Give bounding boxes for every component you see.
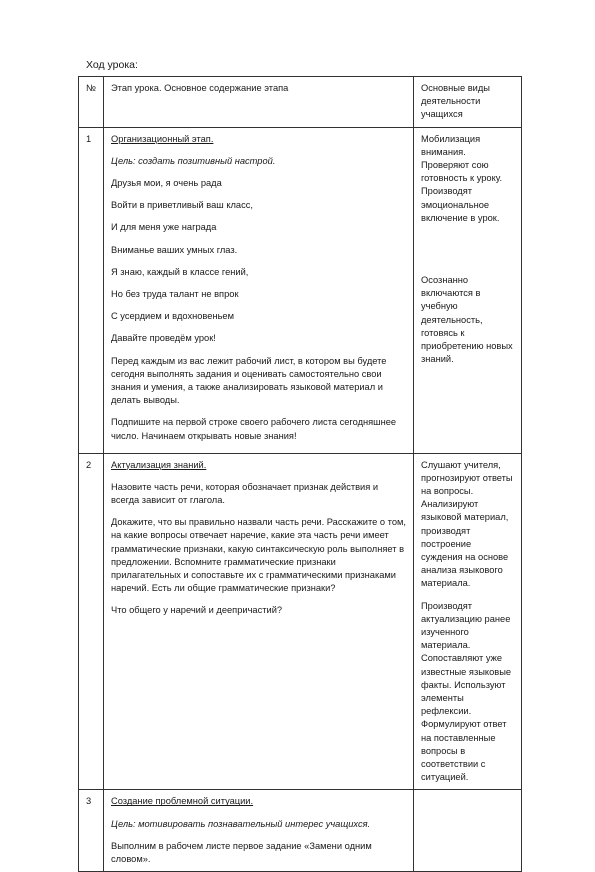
table-header-row <box>79 77 522 128</box>
poem-line: Войти в приветливый ваш класс, <box>111 200 253 211</box>
activity-paragraph: Слушают учителя, прогнозируют ответы на вопросы. Анализируют языковой материал, производят построение суждения на основе анализа языкового материала. <box>421 459 513 589</box>
header-stage: Этап урока. Основное содержание этапа <box>104 77 414 128</box>
activity-cell <box>414 127 522 453</box>
stage-paragraph: Перед каждым из вас лежит рабочий лист, в котором вы будете сегодня выполнять задания и оценивать самостоятельно свои знания и умения, а также анализировать языковой материал и делать выводы. <box>111 355 387 406</box>
poem-line: С усердием и вдохновеньем <box>111 311 234 322</box>
stage-paragraph: Выполним в рабочем листе первое задание «Замени одним словом». <box>111 840 372 865</box>
stage-paragraph: Что общего у наречий и деепричастий? <box>111 605 283 616</box>
lesson-table <box>78 76 522 872</box>
table-row <box>79 790 522 872</box>
activity-paragraph: Производят актуализацию ранее изученного материала. Сопоставляют уже известные языковые факты. Используют элементы рефлексии. Формулируют ответ на поставленные вопросы в соответствии с ситуацией. <box>421 600 512 783</box>
stage-goal: Цель: создать позитивный настрой. <box>111 155 276 166</box>
row-number: 1 <box>79 127 104 453</box>
stage-paragraph: Назовите часть речи, которая обозначает признак действия и всегда зависит от глагола. <box>111 481 379 506</box>
activity-cell <box>414 453 522 790</box>
stage-goal: Цель: мотивировать познавательный интерес учащихся. <box>111 818 371 829</box>
poem-line: Я знаю, каждый в классе гений, <box>111 266 249 277</box>
row-number: 3 <box>79 790 104 872</box>
poem-line: Друзья мои, я очень рада <box>111 178 222 189</box>
stage-paragraph: Подпишите на первой строке своего рабочего листа сегодняшнее число. Начинаем открывать новые знания! <box>111 417 397 441</box>
section-heading: Ход урока: <box>86 59 138 71</box>
activity-cell <box>414 790 522 872</box>
stage-title: Организационный этап. <box>111 133 214 144</box>
activity-paragraph: Осознанно включаются в учебную деятельность, готовясь к приобретению новых знаний. <box>421 275 513 365</box>
poem-line: И для меня уже награда <box>111 222 217 233</box>
stage-title: Актуализация знаний. <box>111 459 207 470</box>
stage-cell <box>104 790 414 872</box>
table-row <box>79 453 522 790</box>
header-activity: Основные виды деятельности учащихся <box>414 77 522 128</box>
header-number: № <box>79 77 104 128</box>
row-number: 2 <box>79 453 104 790</box>
stage-paragraph: Докажите, что вы правильно назвали часть речи. Расскажите о том, на какие вопросы отвечает наречие, какие эта часть речи имеет грамматические признаки, какую синтаксическую роль выполняет в предложении. Вспомните грамматические признаки прилагательных и сопоставьте их с грамматическими признаками наречий. Есть ли общие грамматические признаки? <box>111 517 406 594</box>
poem-line: Но без труда талант не впрок <box>111 289 239 300</box>
table-row <box>79 127 522 453</box>
stage-cell <box>104 453 414 790</box>
poem-line: Давайте проведём урок! <box>111 333 216 344</box>
stage-cell <box>104 127 414 453</box>
activity-paragraph: Мобилизация внимания. Проверяют сою готовность к уроку. Производят эмоциональное включение в урок. <box>421 133 503 223</box>
poem-line: Вниманье ваших умных глаз. <box>111 244 238 255</box>
stage-title: Создание проблемной ситуации. <box>111 796 254 807</box>
